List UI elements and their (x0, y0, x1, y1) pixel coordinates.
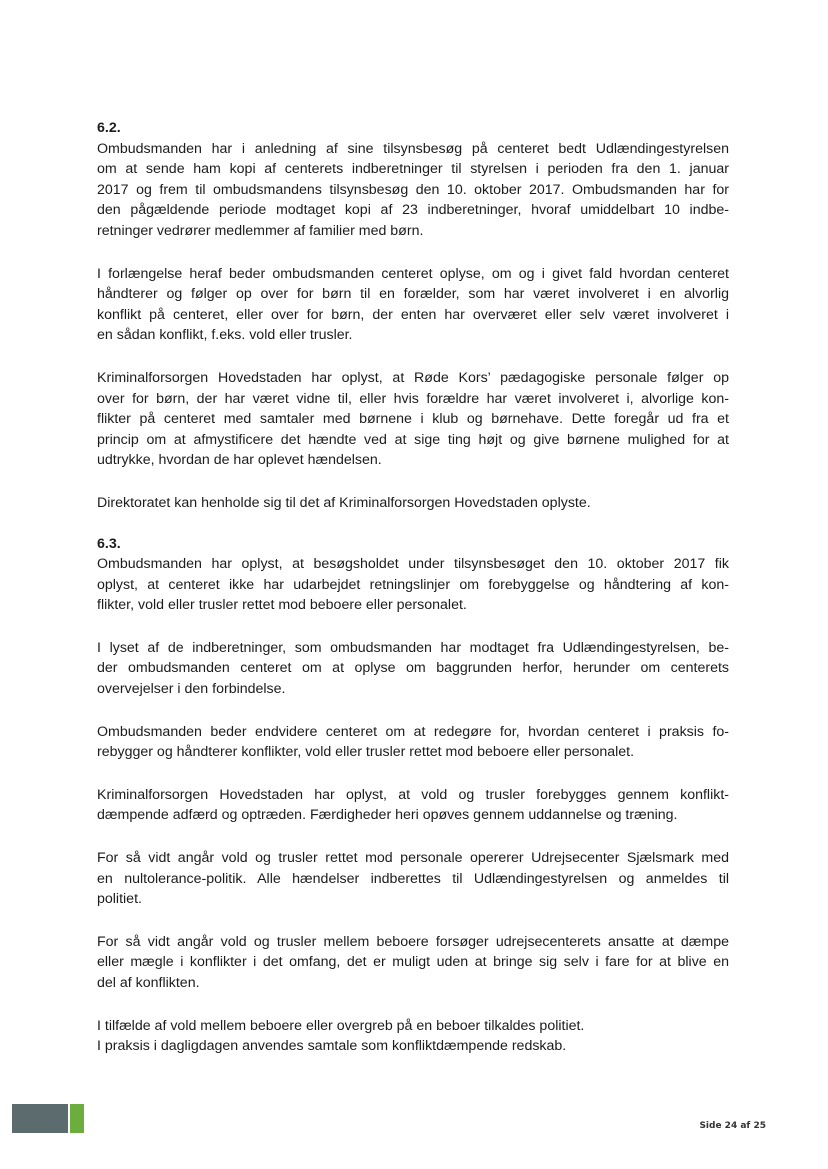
paragraph-6-2-3 (97, 368, 729, 471)
text-line: overvejelser i den forbindelse. (97, 681, 286, 698)
page-body (97, 118, 729, 1057)
paragraph-6-2-1 (97, 139, 729, 242)
section-heading-6-3: 6.3. (97, 535, 121, 552)
text-line: den pågældende periode modtaget kopi af 23 indberetninger, hvoraf umiddelbart 10 indbe- (97, 202, 729, 219)
text-line: dæmpende adfærd og optræden. Færdigheder heri opøves gennem uddannelse og træning. (97, 807, 678, 824)
text-line: konflikt på centeret, eller over for børn, der enten har overværet eller selv været involveret i (97, 306, 729, 323)
text-line: For så vidt angår vold og trusler mellem beboere forsøger udrejsecenterets ansatte at dæmpe (97, 933, 729, 950)
text-line: 2017 og frem til ombudsmandens tilsynsbesøg den 10. oktober 2017. Ombudsmanden har for (97, 181, 729, 198)
paragraph-6-3-7 (97, 1016, 729, 1057)
text-line: oplyst, at centeret ikke har udarbejdet retningslinjer om forebyggelse og håndtering af kon- (97, 576, 729, 593)
text-line: eller mægle i konflikter i det omfang, det er muligt uden at bringe sig selv i fare for at blive en (97, 954, 729, 971)
text-line: Kriminalforsorgen Hovedstaden har oplyst, at Røde Kors’ pædagogiske personale følger op (97, 369, 729, 386)
text-line: en sådan konflikt, f.eks. vold eller trusler. (97, 327, 353, 344)
paragraph-6-3-2 (97, 638, 729, 700)
page-number: Side 24 af 25 (699, 1121, 766, 1131)
text-line: om at sende ham kopi af centerets indberetninger til styrelsen i perioden fra den 1. januar (97, 161, 729, 178)
text-line: Direktoratet kan henholde sig til det af Kriminalforsorgen Hovedstaden oplyste. (97, 494, 591, 511)
text-line: Ombudsmanden har oplyst, at besøgsholdet under tilsynsbesøget den 10. oktober 2017 fik (97, 556, 729, 573)
text-line: Ombudsmanden beder endvidere centeret om at redegøre for, hvordan centeret i praksis fo- (97, 723, 729, 740)
text-line: I tilfælde af vold mellem beboere eller overgreb på en beboer tilkaldes politiet. (97, 1017, 585, 1034)
footer-logo-accent (70, 1104, 84, 1133)
text-line: flikter på centeret med samtaler med børnene i klub og børnehave. Dette foregår ud fra et (97, 411, 729, 428)
section-heading-6-2: 6.2. (97, 120, 121, 136)
paragraph-6-3-6 (97, 932, 729, 994)
text-line: en nultolerance-politik. Alle hændelser indberettes til Udlændingestyrelsen og anmeldes til (97, 870, 729, 887)
text-line: I lyset af de indberetninger, som ombudsmanden har modtaget fra Udlændingestyrelsen, be- (97, 639, 729, 656)
paragraph-6-3-1 (97, 554, 729, 616)
paragraph-6-3-3 (97, 722, 729, 763)
text-line: del af konflikten. (97, 975, 200, 991)
text-line: håndterer og følger op over for børn til en forælder, som har været involveret i en alvorlig (97, 286, 729, 303)
text-line: rebygger og håndterer konflikter, vold eller trusler rettet mod beboere eller personalet. (97, 744, 635, 761)
text-line: I praksis i dagligdagen anvendes samtale som konfliktdæmpende redskab. (97, 1038, 567, 1055)
paragraph-6-3-4 (97, 785, 729, 826)
footer-logo-bar (12, 1104, 68, 1133)
text-line: der ombudsmanden centeret om at oplyse om baggrunden herfor, herunder om centerets (97, 660, 729, 677)
paragraph-6-2-4 (97, 493, 729, 514)
text-line: over for børn, der har været vidne til, eller hvis forældre har været involveret i, alvorlige kon- (97, 390, 729, 407)
paragraph-6-3-5 (97, 848, 729, 910)
text-line: princip om at afmystificere det hændte ved at sige ting højt og give børnene mulighed for at (97, 431, 729, 448)
text-line: retninger vedrører medlemmer af familier med børn. (97, 222, 424, 239)
paragraph-6-2-2 (97, 264, 729, 346)
text-line: Kriminalforsorgen Hovedstaden har oplyst, at vold og trusler forebygges gennem konflikt- (97, 786, 729, 803)
text-line: Ombudsmanden har i anledning af sine tilsynsbesøg på centeret bedt Udlændingestyrelsen (97, 140, 729, 157)
text-line: flikter, vold eller trusler rettet mod beboere eller personalet. (97, 597, 467, 614)
text-line: For så vidt angår vold og trusler rettet mod personale opererer Udrejsecenter Sjælsmark med (97, 850, 729, 867)
text-line: I forlængelse heraf beder ombudsmanden centeret oplyse, om og i givet fald hvordan centeret (97, 265, 729, 282)
text-line: politiet. (97, 891, 142, 908)
text-line: udtrykke, hvordan de har oplevet hændelsen. (97, 452, 382, 469)
